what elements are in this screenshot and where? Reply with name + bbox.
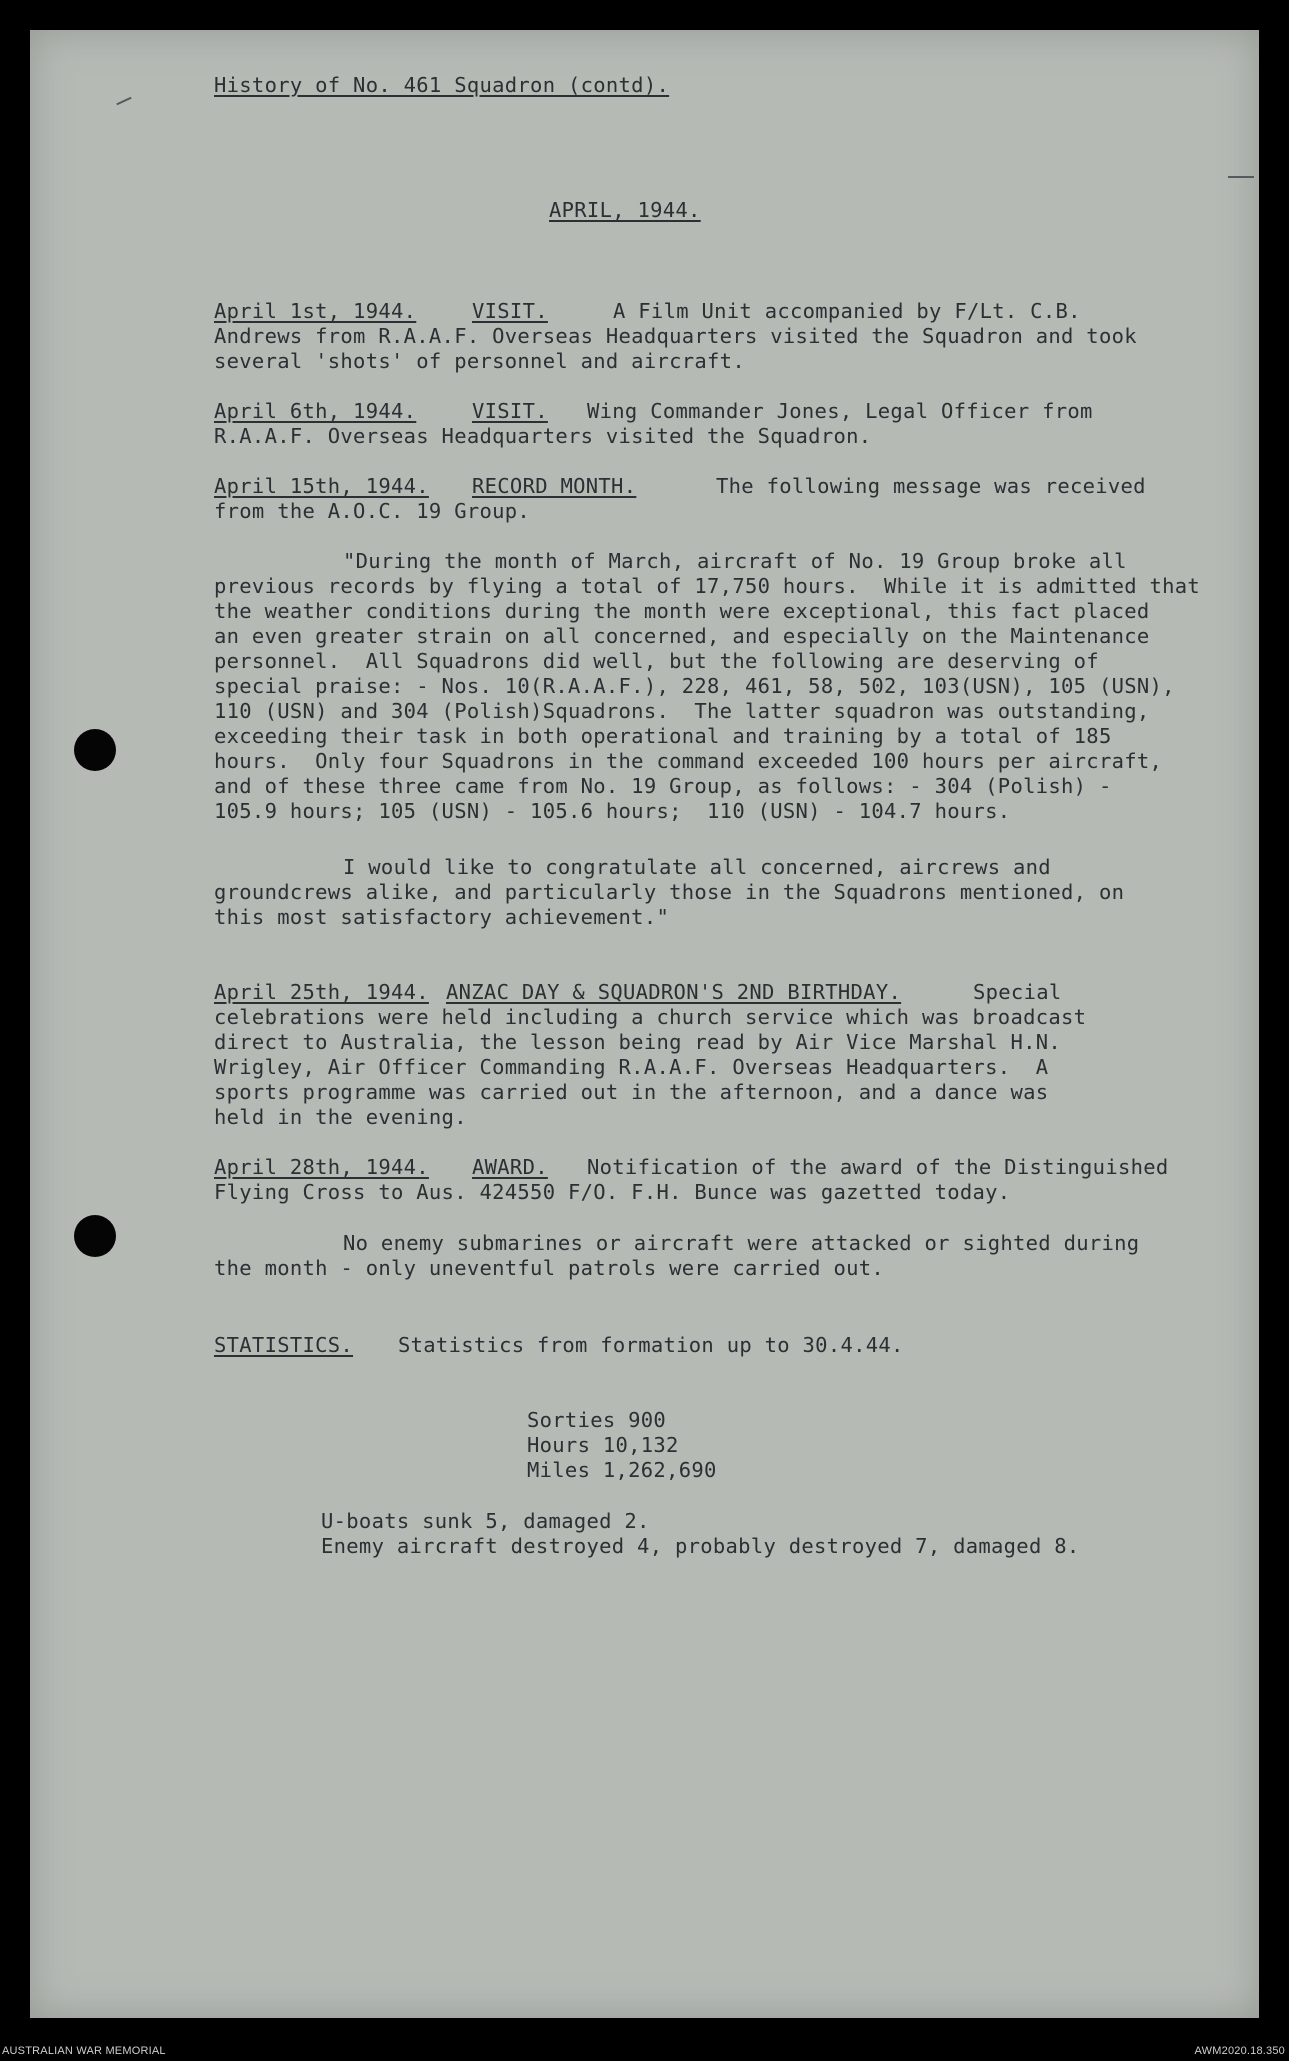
message-line: previous records by flying a total of 17,750 hours. While it is admitted that bbox=[214, 574, 1201, 598]
stat-sorties: Sorties 900 bbox=[527, 1408, 667, 1432]
entry-text: Notification of the award of the Distinguished bbox=[587, 1155, 1169, 1179]
footer-left: AUSTRALIAN WAR MEMORIAL bbox=[2, 2045, 166, 2057]
entry-text: direct to Australia, the lesson being read by Air Vice Marshal H.N. bbox=[214, 1030, 1062, 1054]
entry-date: April 15th, 1944. bbox=[214, 474, 429, 498]
message-line: personnel. All Squadrons did well, but the following are deserving of bbox=[214, 649, 1099, 673]
stat-aircraft: Enemy aircraft destroyed 4, probably destroyed 7, damaged 8. bbox=[321, 1534, 1080, 1558]
message-line: this most satisfactory achievement." bbox=[214, 905, 670, 929]
entry-date: April 28th, 1944. bbox=[214, 1155, 429, 1179]
entry-text: R.A.A.F. Overseas Headquarters visited the Squadron. bbox=[214, 424, 872, 448]
message-line: hours. Only four Squadrons in the command exceeded 100 hours per aircraft, bbox=[214, 749, 1163, 773]
entry-type: RECORD MONTH. bbox=[472, 474, 637, 498]
entry-date: April 1st, 1944. bbox=[214, 299, 417, 323]
document-header: History of No. 461 Squadron (contd). bbox=[214, 73, 670, 97]
summary-line: the month - only uneventful patrols were carried out. bbox=[214, 1256, 885, 1280]
message-line: "During the month of March, aircraft of No. 19 Group broke all bbox=[343, 549, 1127, 573]
entry-date: April 25th, 1944. bbox=[214, 980, 429, 1004]
entry-type: ANZAC DAY & SQUADRON'S 2ND BIRTHDAY. bbox=[446, 980, 902, 1004]
entry-type: VISIT. bbox=[472, 399, 548, 423]
footer-right: AWM2020.18.350 bbox=[1194, 2045, 1285, 2057]
month-title: APRIL, 1944. bbox=[549, 198, 701, 222]
message-line: and of these three came from No. 19 Group, as follows: - 304 (Polish) - bbox=[214, 774, 1112, 798]
punch-hole-upper bbox=[74, 729, 116, 771]
entry-text: sports programme was carried out in the afternoon, and a dance was bbox=[214, 1080, 1049, 1104]
message-line: exceeding their task in both operational and training by a total of 185 bbox=[214, 724, 1112, 748]
message-line: an even greater strain on all concerned, and especially on the Maintenance bbox=[214, 624, 1150, 648]
entry-text: Wing Commander Jones, Legal Officer from bbox=[587, 399, 1093, 423]
summary-line: No enemy submarines or aircraft were attacked or sighted during bbox=[343, 1231, 1140, 1255]
entry-text: Wrigley, Air Officer Commanding R.A.A.F. Overseas Headquarters. A bbox=[214, 1055, 1049, 1079]
message-line: the weather conditions during the month were exceptional, this fact placed bbox=[214, 599, 1150, 623]
edge-mark bbox=[1228, 176, 1254, 178]
entry-text: held in the evening. bbox=[214, 1105, 467, 1129]
entry-text: Andrews from R.A.A.F. Overseas Headquarters visited the Squadron and took bbox=[214, 324, 1137, 348]
message-line: special praise: - Nos. 10(R.A.A.F.), 228, 461, 58, 502, 103(USN), 105 (USN), bbox=[214, 674, 1175, 698]
stat-uboats: U-boats sunk 5, damaged 2. bbox=[321, 1509, 650, 1533]
punch-hole-lower bbox=[74, 1215, 116, 1257]
entry-text: several 'shots' of personnel and aircraft. bbox=[214, 349, 745, 373]
message-line: 110 (USN) and 304 (Polish)Squadrons. The latter squadron was outstanding, bbox=[214, 699, 1150, 723]
entry-text: A Film Unit accompanied by F/Lt. C.B. bbox=[613, 299, 1081, 323]
statistics-label: STATISTICS. bbox=[214, 1333, 354, 1357]
message-line: 105.9 hours; 105 (USN) - 105.6 hours; 110 (USN) - 104.7 hours. bbox=[214, 799, 1011, 823]
entry-text: celebrations were held including a church service which was broadcast bbox=[214, 1005, 1087, 1029]
stat-hours: Hours 10,132 bbox=[527, 1433, 679, 1457]
entry-date: April 6th, 1944. bbox=[214, 399, 417, 423]
stat-miles: Miles 1,262,690 bbox=[527, 1458, 717, 1482]
entry-text: Flying Cross to Aus. 424550 F/O. F.H. Bunce was gazetted today. bbox=[214, 1180, 1011, 1204]
entry-type: VISIT. bbox=[472, 299, 548, 323]
statistics-text: Statistics from formation up to 30.4.44. bbox=[398, 1333, 904, 1357]
message-line: I would like to congratulate all concerned, aircrews and bbox=[343, 855, 1051, 879]
entry-type: AWARD. bbox=[472, 1155, 548, 1179]
entry-text: from the A.O.C. 19 Group. bbox=[214, 499, 531, 523]
entry-text: Special bbox=[973, 980, 1062, 1004]
message-line: groundcrews alike, and particularly those in the Squadrons mentioned, on bbox=[214, 880, 1125, 904]
entry-text: The following message was received bbox=[716, 474, 1146, 498]
